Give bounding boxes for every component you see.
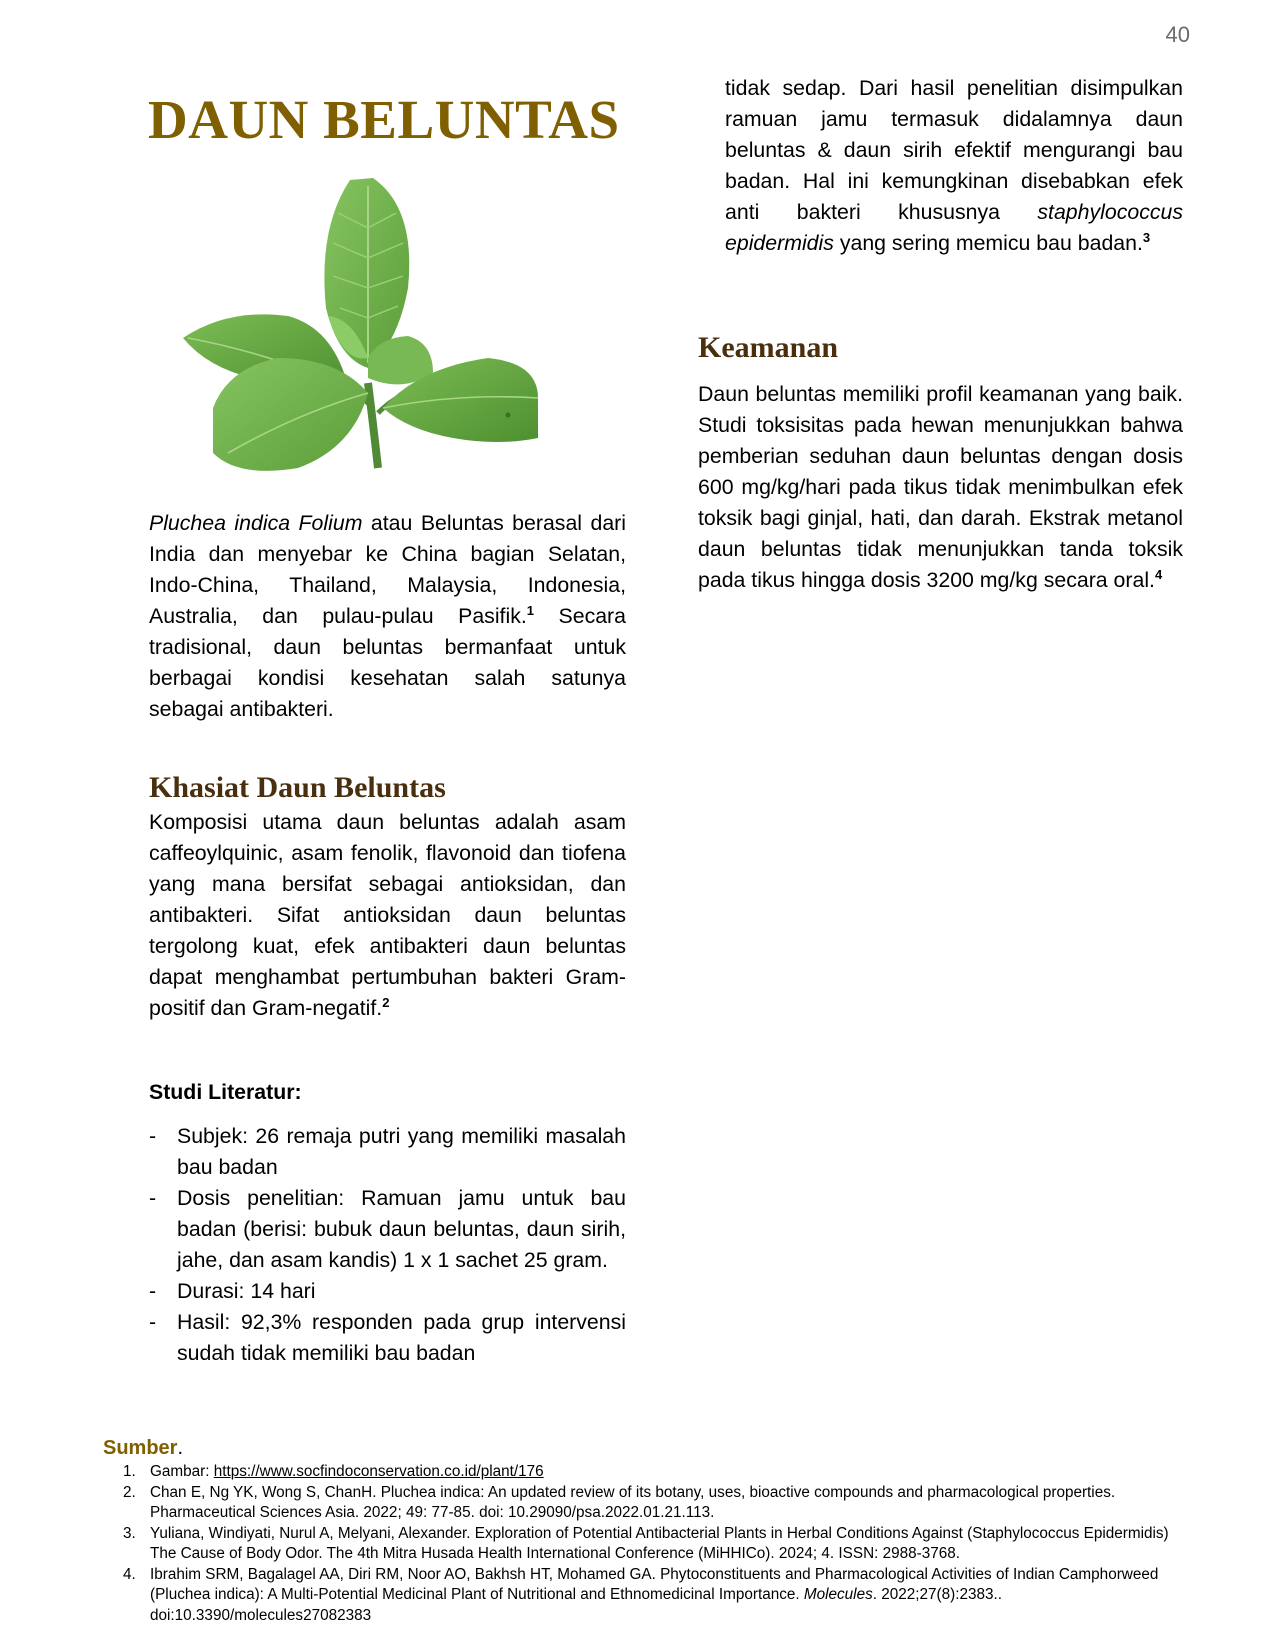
keamanan-section (698, 330, 1183, 596)
leaf-image (168, 168, 538, 478)
citation-ref: 2 (382, 994, 390, 1010)
sources-heading (103, 1437, 183, 1460)
continuation-text-2: yang sering memicu bau badan. (833, 231, 1143, 255)
reference-list (110, 1462, 1190, 1626)
reference-link[interactable]: https://www.socfindoconservation.co.id/plant/176 (213, 1463, 544, 1480)
list-item: - Subjek: 26 remaja putri yang memiliki masalah bau badan (149, 1121, 626, 1183)
page-title: DAUN BELUNTAS (148, 89, 620, 150)
studi-list (149, 1121, 626, 1369)
reference-item (140, 1462, 1190, 1483)
reference-item: 2. Chan E, Ng YK, Wong S, ChanH. Pluchea indica: An updated review of its botany, uses, bioactive compounds and pharmacological properties. Pharmaceutical Sciences Asia. 2022; 49: 77-85. doi: 10.29090/psa.2022.01.21.113. (140, 1483, 1190, 1524)
reference-item: 3. Yuliana, Windiyati, Nurul A, Melyani, Alexander. Exploration of Potential Antibacterial Plants in Herbal Conditions Against (Staphylococcus Epidermidis) The Cause of Body Odor. The 4th Mitra Husada Health International Conference (MiHHICo). 2024; 4. ISSN: 2988-3768. (140, 1524, 1190, 1565)
section-heading-khasiat: Khasiat Daun Beluntas (149, 771, 446, 804)
leaf-photo-icon (168, 168, 538, 478)
page-number: 40 (1165, 22, 1190, 47)
citation-ref: 4 (1154, 566, 1163, 582)
citation-ref: 3 (1142, 229, 1151, 245)
keamanan-text: Daun beluntas memiliki profil keamanan yang baik. Studi toksisitas pada hewan menunjukkan bahwa pemberian seduhan daun beluntas dengan dosis 600 mg/kg/hari pada tikus tidak menimbulkan efek toksik bagi ginjal, hati, dan darah. Ekstrak metanol daun beluntas tidak menunjukkan tanda toksik pada tikus hingga dosis 3200 mg/kg secara oral. (698, 382, 1183, 592)
khasiat-section (149, 770, 626, 1024)
intro-paragraph (149, 508, 626, 725)
continuation-text: tidak sedap. Dari hasil penelitian disimpulkan ramuan jamu termasuk didalamnya daun beluntas & daun sirih efektif mengurangi bau badan. Hal ini kemungkinan disebabkan efek anti bakteri khususnya (725, 76, 1183, 224)
continuation-paragraph (725, 73, 1183, 259)
citation-ref: 1 (526, 602, 535, 618)
reference-prefix: Gambar: (150, 1463, 214, 1480)
journal-name: Molecules (803, 1586, 873, 1603)
intro-text-2: Secara tradisional, daun beluntas bermanfaat untuk berbagai kondisi kesehatan salah satunya sebagai antibakteri. (149, 604, 626, 721)
section-heading-keamanan: Keamanan (698, 331, 839, 364)
species-name: Pluchea indica Folium (149, 511, 363, 535)
khasiat-text: Komposisi utama daun beluntas adalah asam caffeoylquinic, asam fenolik, flavonoid dan tiofena yang mana bersifat sebagai antioksidan, dan antibakteri. Sifat antioksidan daun beluntas tergolong kuat, efek antibakteri daun beluntas dapat menghambat pertumbuhan bakteri Gram-positif dan Gram-negatif. (149, 810, 626, 1020)
list-item: - Dosis penelitian: Ramuan jamu untuk bau badan (berisi: bubuk daun beluntas, daun sirih, jahe, dan asam kandis) 1 x 1 sachet 25 gram. (149, 1183, 626, 1276)
studi-section (149, 1077, 626, 1369)
reference-text-2: . 2022;27(8):2383.. doi:10.3390/molecules27082383 (150, 1586, 1003, 1624)
list-item: - Durasi: 14 hari (149, 1276, 626, 1307)
reference-text: Ibrahim SRM, Bagalagel AA, Diri RM, Noor AO, Bakhsh HT, Mohamed GA. Phytoconstituents and Pharmacological Activities of Indian Camphorweed (Pluchea indica): A Multi-Potential Medicinal Plant of Nutritional and Ethnomedicinal Importance. (150, 1565, 1159, 1603)
sources-dot: . (177, 1437, 184, 1459)
intro-text: atau Beluntas berasal dari India dan menyebar ke China bagian Selatan, Indo-China, Thailand, Malaysia, Indonesia, Australia, dan pulau-pulau Pasifik. (149, 511, 627, 628)
species-name: staphylococcus epidermidis (725, 200, 1183, 255)
reference-item (140, 1565, 1190, 1627)
studi-heading: Studi Literatur: (149, 1080, 302, 1104)
list-item: - Hasil: 92,3% responden pada grup intervensi sudah tidak memiliki bau badan (149, 1307, 626, 1369)
sources-label: Sumber (103, 1437, 178, 1459)
